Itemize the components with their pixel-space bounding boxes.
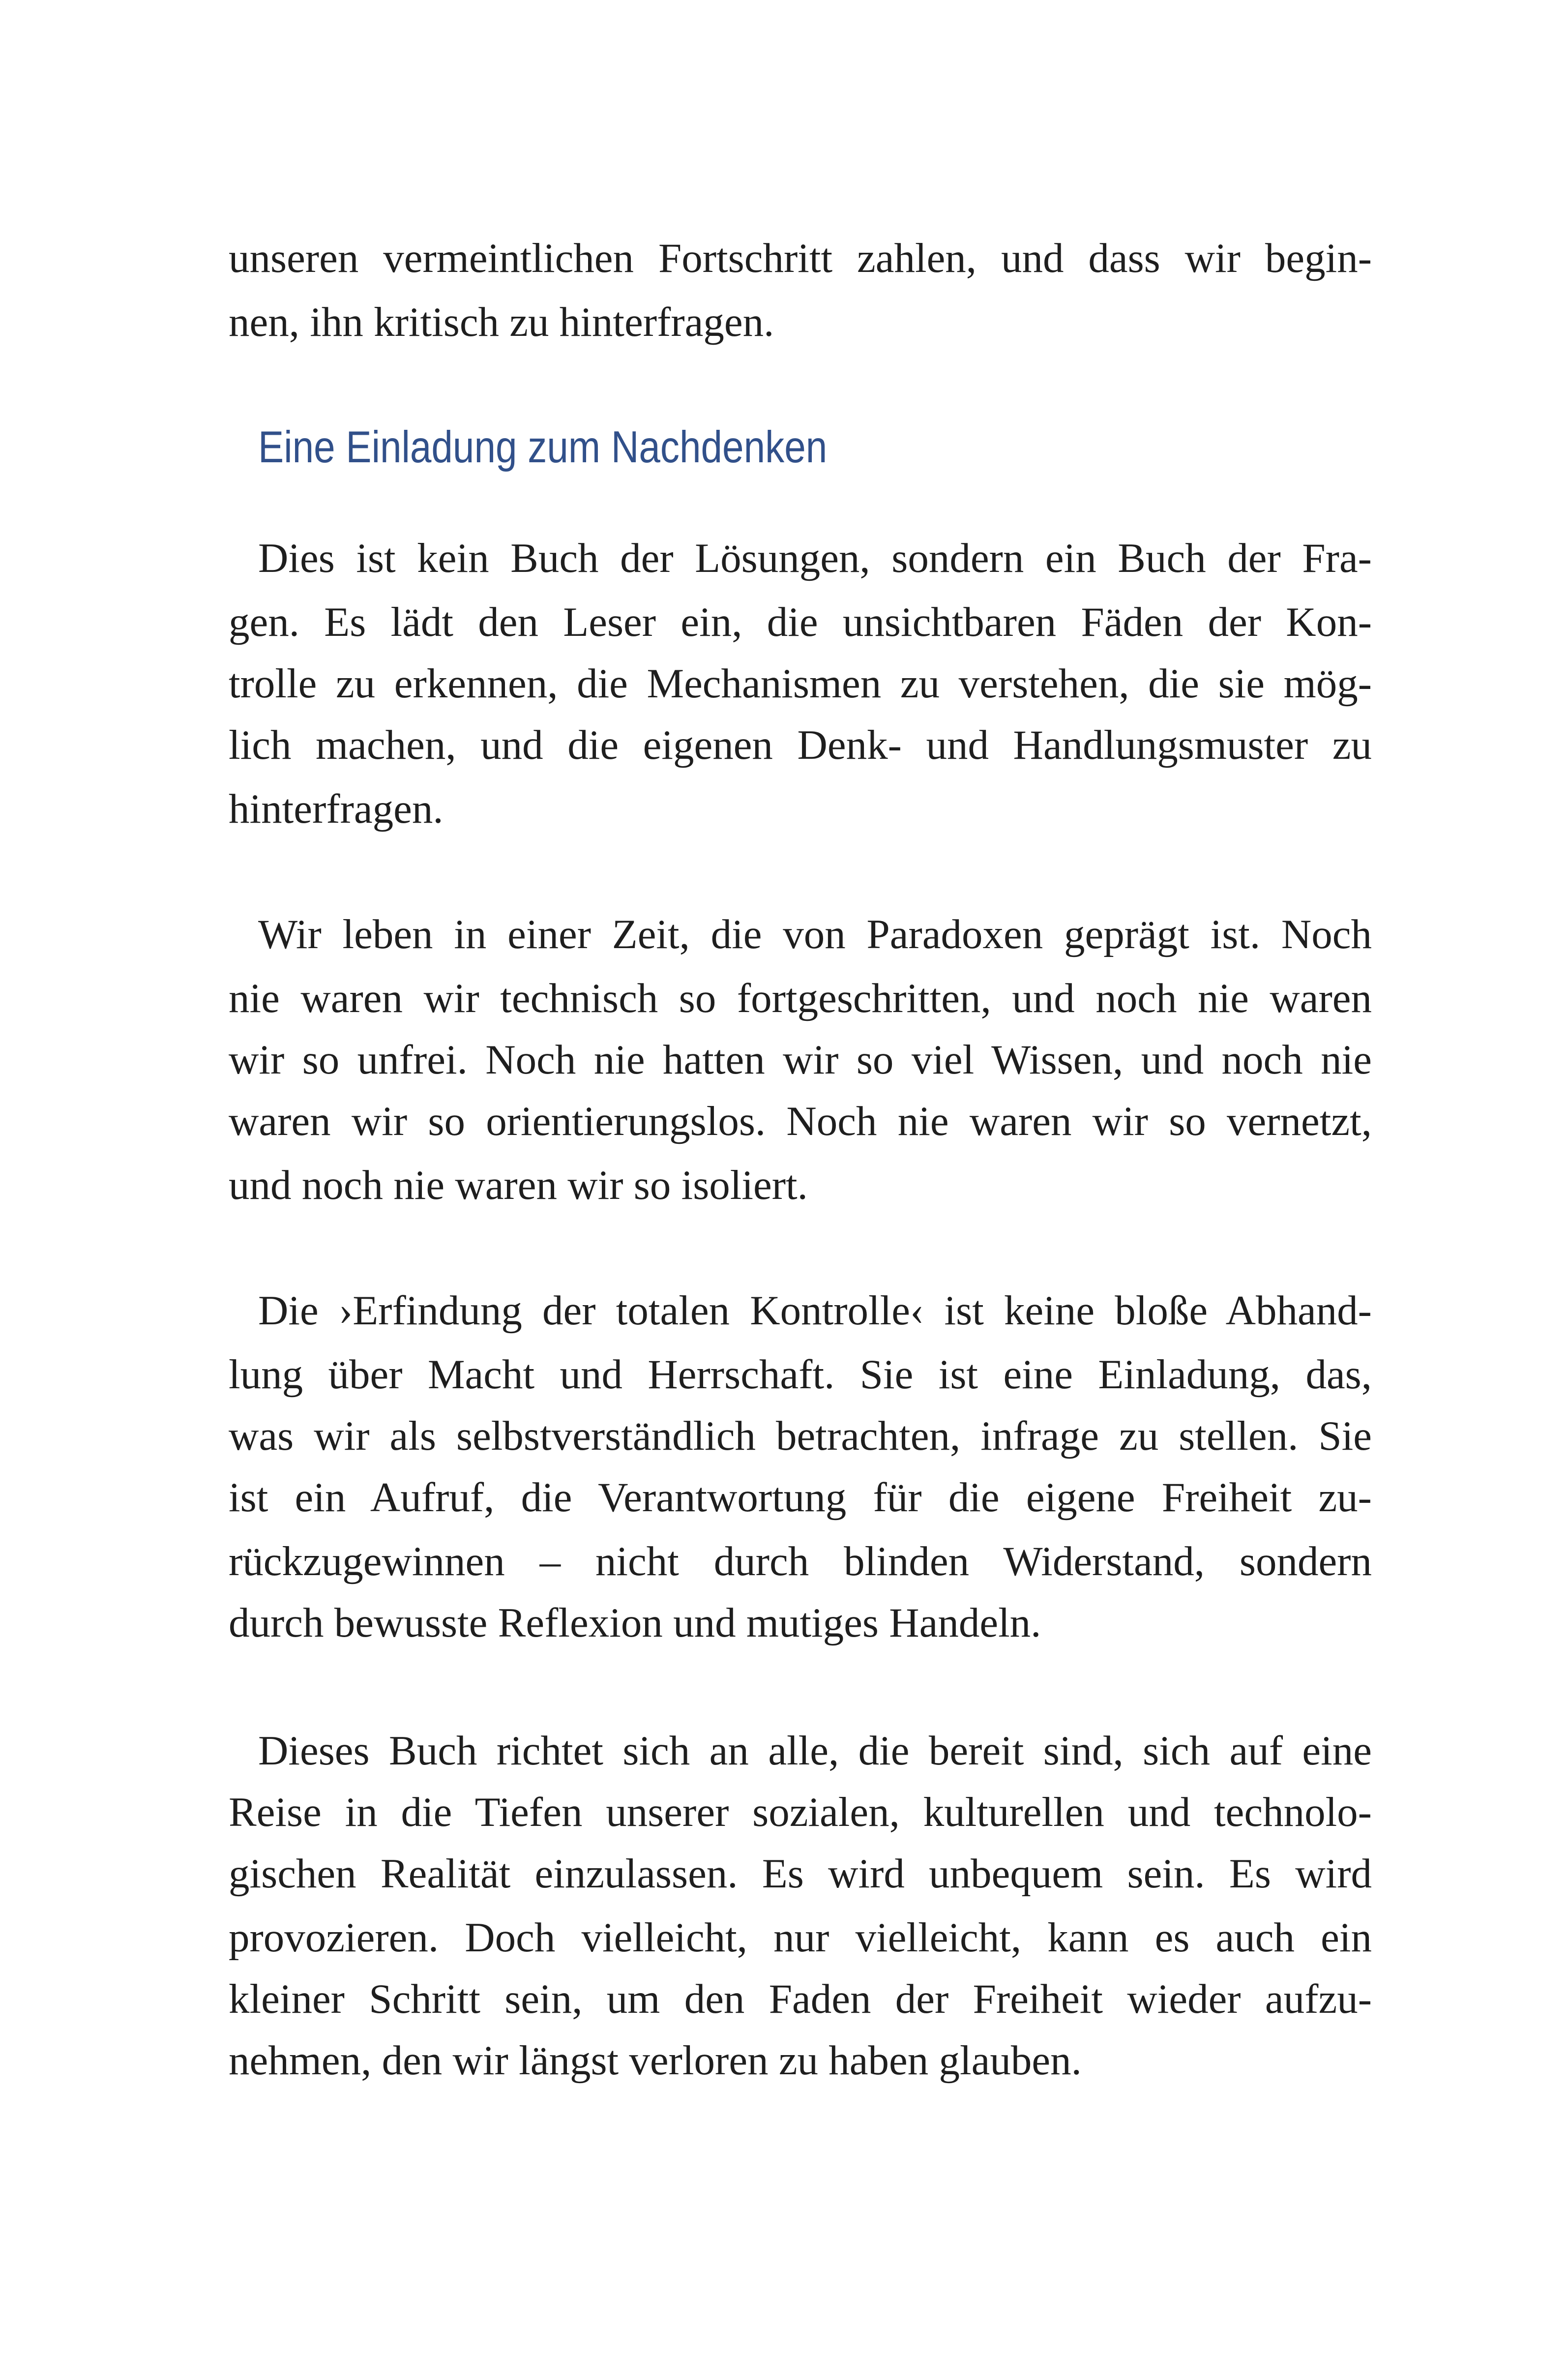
paragraph-line: Die ›Erfindung der totalen Kontrolle‹ ist keine bloße Abhand- [258,1287,1372,1334]
section-heading: Eine Einladung zum Nachdenken [258,422,828,472]
paragraph-line: Wir leben in einer Zeit, die von Paradoxen geprägt ist. Noch [258,911,1372,957]
paragraph-line: provozieren. Doch vielleicht, nur vielleicht, kann es auch ein [229,1914,1372,1961]
paragraph-line: trolle zu erkennen, die Mechanismen zu verstehen, die sie mög- [229,660,1372,707]
paragraph-line: hinterfragen. [229,786,444,832]
paragraph-line: Reise in die Tiefen unserer sozialen, kulturellen und technolo- [229,1789,1372,1835]
paragraph-line: was wir als selbstverständlich betrachten, infrage zu stellen. Sie [229,1413,1372,1459]
paragraph-line: waren wir so orientierungslos. Noch nie waren wir so vernetzt, [229,1098,1372,1144]
paragraph-line: Dieses Buch richtet sich an alle, die bereit sind, sich auf eine [258,1728,1372,1774]
paragraph-line: gischen Realität einzulassen. Es wird unbequem sein. Es wird [229,1851,1372,1897]
paragraph-line: Dies ist kein Buch der Lösungen, sondern ein Buch der Fra- [258,535,1372,581]
paragraph-line: lung über Macht und Herrschaft. Sie ist eine Einladung, das, [229,1351,1372,1398]
intro-line: nen, ihn kritisch zu hinterfragen. [229,299,774,345]
paragraph-line: wir so unfrei. Noch nie hatten wir so viel Wissen, und noch nie [229,1037,1372,1083]
paragraph-line: ist ein Aufruf, die Verantwortung für die eigene Freiheit zu- [229,1474,1372,1521]
intro-line: unseren vermeintlichen Fortschritt zahlen, und dass wir begin- [229,235,1372,281]
paragraph-line: nehmen, den wir längst verloren zu haben glauben. [229,2037,1082,2084]
paragraph-line: kleiner Schritt sein, um den Faden der Freiheit wieder aufzu- [229,1976,1372,2022]
paragraph-line: rückzugewinnen – nicht durch blinden Widerstand, sondern [229,1538,1372,1584]
paragraph-line: lich machen, und die eigenen Denk- und Handlungsmuster zu [229,722,1372,768]
paragraph-line: durch bewusste Reflexion und mutiges Handeln. [229,1600,1041,1646]
paragraph-line: und noch nie waren wir so isoliert. [229,1162,808,1208]
paragraph-line: nie waren wir technisch so fortgeschritten, und noch nie waren [229,975,1372,1021]
paragraph-line: gen. Es lädt den Leser ein, die unsichtbaren Fäden der Kon- [229,599,1372,645]
